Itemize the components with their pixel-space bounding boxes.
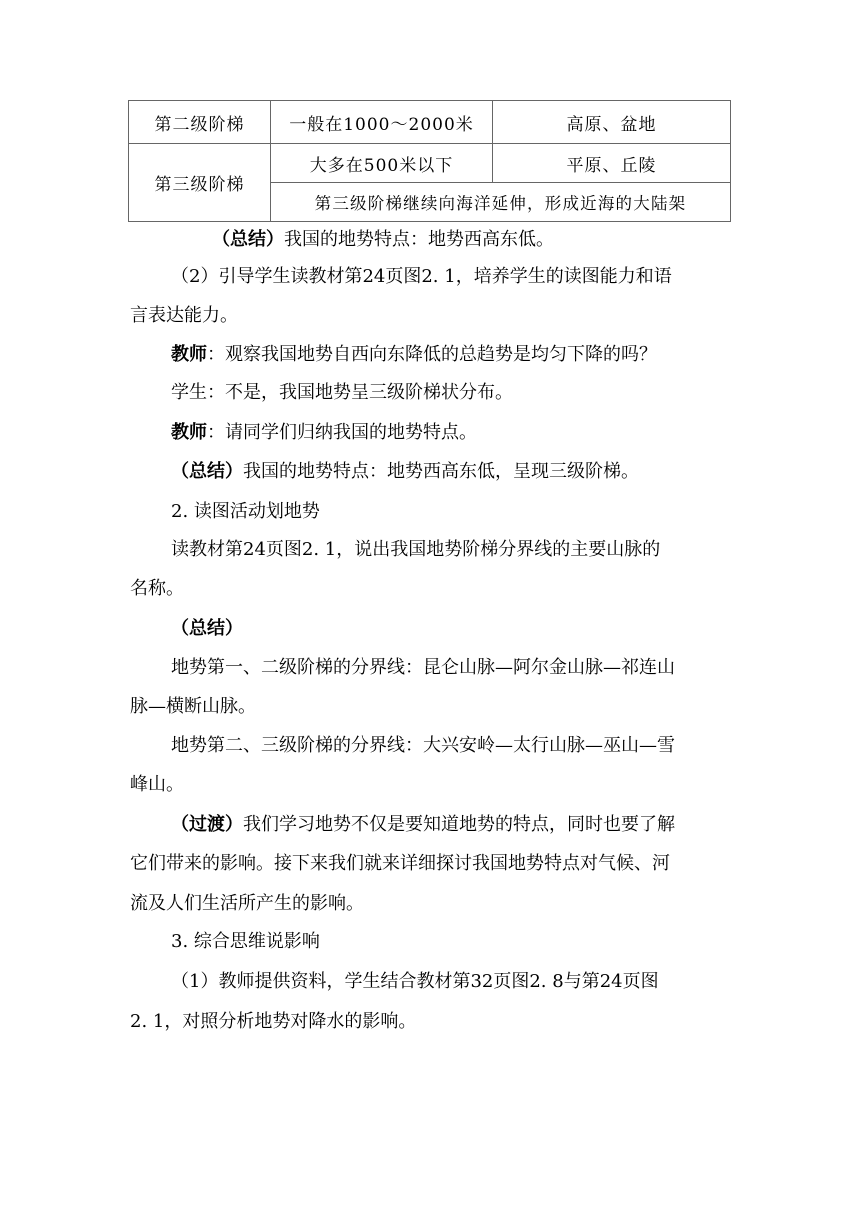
note-cell: 第三级阶梯继续向海洋延伸，形成近海的大陆架 bbox=[271, 183, 731, 222]
summary-tag: （总结） bbox=[171, 461, 243, 482]
section-heading: 2. 读图活动划地势 bbox=[171, 501, 320, 522]
transition-tag: （过渡） bbox=[171, 814, 243, 835]
teacher-tag: 教师 bbox=[171, 344, 207, 365]
paragraph-line: 我们学习地势不仅是要知道地势的特点，同时也要了解 bbox=[243, 814, 675, 835]
paragraph-line: 言表达能力。 bbox=[130, 305, 238, 326]
landform-cell: 平原、丘陵 bbox=[493, 144, 731, 183]
paragraph-line: （2）引导学生读教材第24页图2. 1，培养学生的读图能力和语 bbox=[171, 266, 672, 287]
paragraph-line: 2. 1，对照分析地势对降水的影响。 bbox=[130, 1011, 417, 1032]
section-heading: 3. 综合思维说影响 bbox=[171, 931, 320, 952]
teacher-prompt bbox=[171, 421, 477, 445]
paragraph-line: 它们带来的影响。接下来我们就来详细探讨我国地势特点对气候、河 bbox=[130, 853, 670, 874]
paragraph-line: 名称。 bbox=[130, 578, 184, 599]
teacher-tag: 教师 bbox=[171, 422, 207, 443]
summary-text: 我国的地势特点：地势西高东低。 bbox=[284, 229, 554, 250]
stage-cell: 第二级阶梯 bbox=[129, 101, 271, 144]
table-row bbox=[129, 101, 731, 144]
summary-tag: （总结） bbox=[171, 618, 243, 639]
terrain-steps-table bbox=[128, 100, 731, 222]
summary-text: 我国的地势特点：地势西高东低，呈现三级阶梯。 bbox=[243, 461, 639, 482]
paragraph-line: 地势第二、三级阶梯的分界线：大兴安岭—太行山脉—巫山—雪 bbox=[171, 735, 675, 756]
student-answer: 学生：不是，我国地势呈三级阶梯状分布。 bbox=[171, 382, 513, 403]
teacher-text: ：观察我国地势自西向东降低的总趋势是均匀下降的吗？ bbox=[207, 344, 657, 365]
summary-paragraph bbox=[212, 228, 554, 252]
paragraph-line: 流及人们生活所产生的影响。 bbox=[130, 893, 364, 914]
paragraph-line: 读教材第24页图2. 1，说出我国地势阶梯分界线的主要山脉的 bbox=[171, 539, 661, 560]
summary-paragraph bbox=[171, 460, 639, 484]
transition-paragraph bbox=[171, 813, 675, 837]
summary-tag: （总结） bbox=[212, 229, 284, 250]
landform-cell: 高原、盆地 bbox=[493, 101, 731, 144]
table-row bbox=[129, 144, 731, 183]
teacher-question bbox=[171, 343, 657, 367]
paragraph-line: 地势第一、二级阶梯的分界线：昆仑山脉—阿尔金山脉—祁连山 bbox=[171, 657, 675, 678]
elevation-cell: 一般在1000～2000米 bbox=[271, 101, 493, 144]
stage-cell: 第三级阶梯 bbox=[129, 144, 271, 222]
paragraph-line: （1）教师提供资料，学生结合教材第32页图2. 8与第24页图 bbox=[171, 971, 659, 992]
teacher-text: ：请同学们归纳我国的地势特点。 bbox=[207, 422, 477, 443]
paragraph-line: 峰山。 bbox=[130, 774, 184, 795]
paragraph-line: 脉—横断山脉。 bbox=[130, 696, 256, 717]
elevation-cell: 大多在500米以下 bbox=[271, 144, 493, 183]
